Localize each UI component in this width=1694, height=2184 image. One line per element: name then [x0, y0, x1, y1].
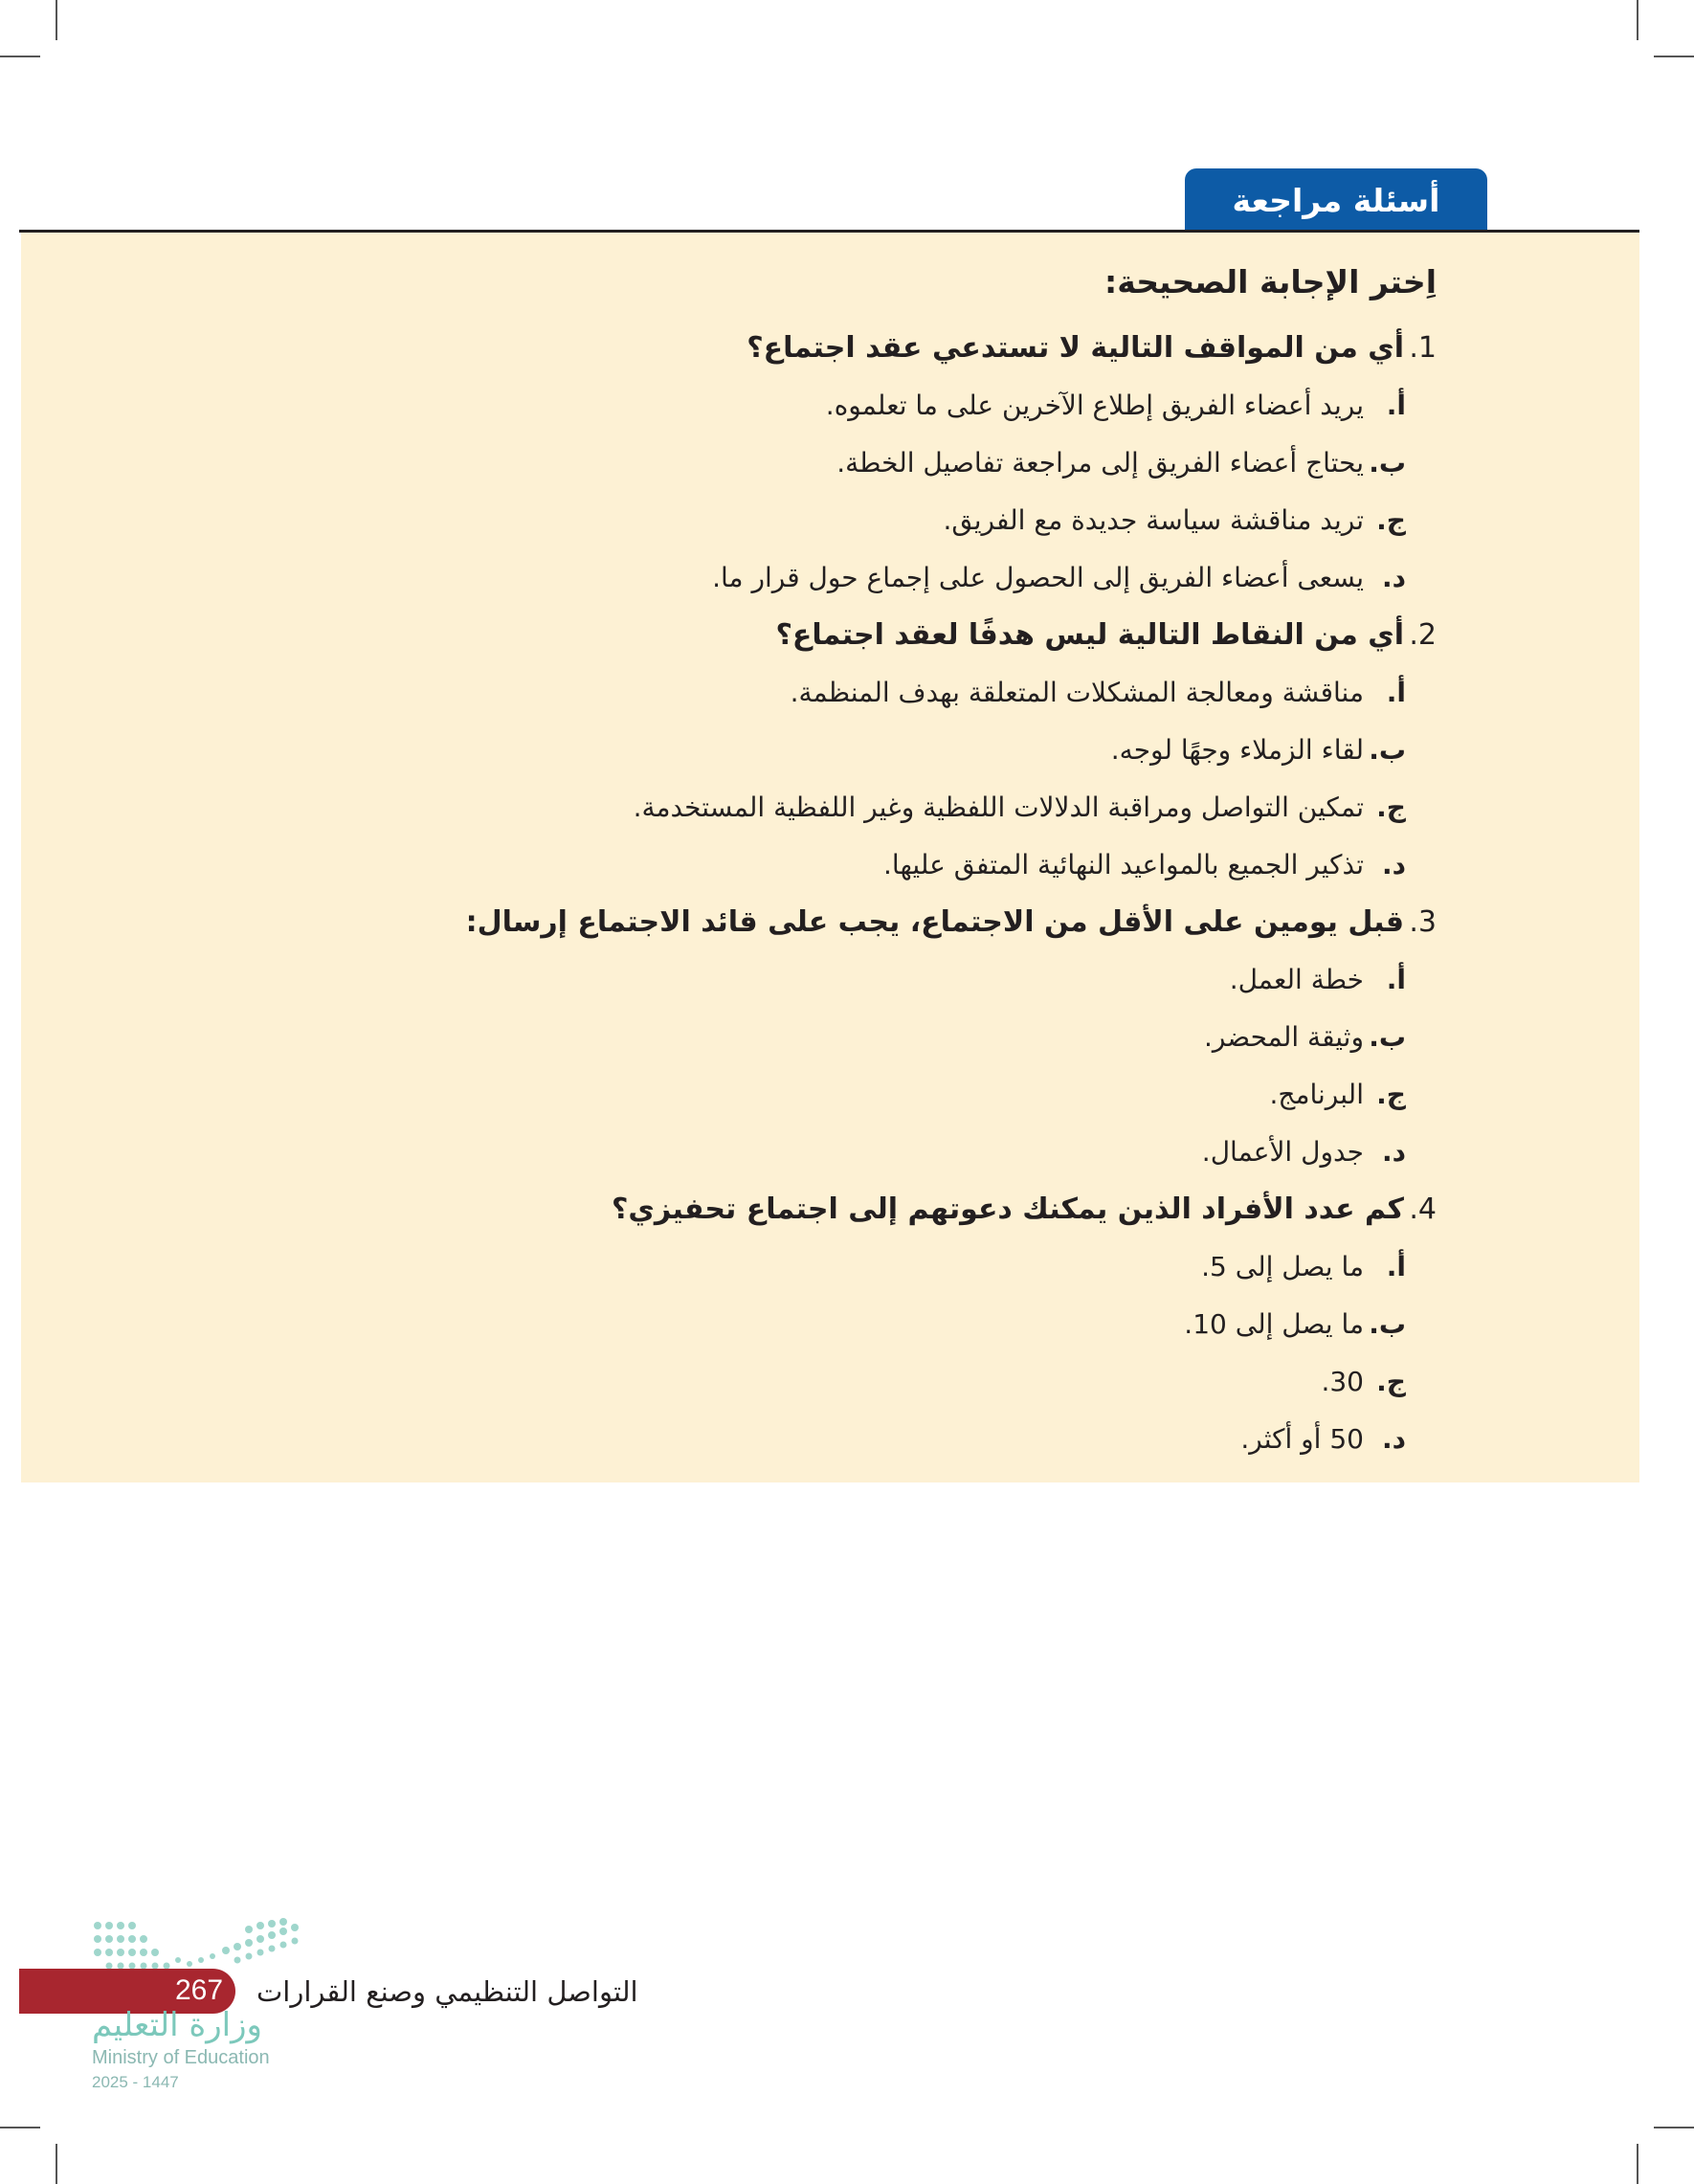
question-2 — [58, 606, 1437, 663]
question-number: 4. — [1409, 1192, 1437, 1226]
option-text: تريد مناقشة سياسة جديدة مع الفريق. — [943, 503, 1364, 536]
option-letter: د. — [1381, 848, 1406, 880]
question-text: كم عدد الأفراد الذين يمكنك دعوتهم إلى اجتماع تحفيزي؟ — [612, 1192, 1404, 1226]
question-2-option-d[interactable] — [58, 836, 1437, 893]
page-number: 267 — [174, 1974, 224, 2006]
ministry-name-arabic: وزارة التعليم — [92, 2006, 262, 2044]
option-letter: ب. — [1369, 1307, 1406, 1340]
review-questions-panel — [21, 233, 1639, 1482]
crop-mark-bottom-left-h — [0, 2127, 40, 2128]
question-number: 1. — [1409, 330, 1437, 365]
option-letter: ج. — [1376, 791, 1406, 823]
option-letter: د. — [1381, 1135, 1406, 1168]
crop-mark-top-left-v — [56, 0, 57, 40]
ministry-name-english: Ministry of Education — [92, 2047, 270, 2068]
review-questions-body — [58, 261, 1437, 1467]
question-4-option-c[interactable] — [58, 1352, 1437, 1410]
option-letter: ب. — [1369, 1020, 1406, 1053]
question-text: أي من المواقف التالية لا تستدعي عقد اجتماع؟ — [747, 330, 1404, 365]
option-text: يحتاج أعضاء الفريق إلى مراجعة تفاصيل الخطة. — [836, 446, 1364, 479]
question-1-option-a[interactable] — [58, 376, 1437, 434]
option-letter: أ. — [1386, 389, 1406, 421]
option-text: خطة العمل. — [1229, 963, 1364, 995]
section-title: أسئلة مراجعة — [1232, 181, 1440, 219]
question-number: 2. — [1409, 617, 1437, 652]
option-letter: د. — [1381, 561, 1406, 593]
question-1-option-d[interactable] — [58, 548, 1437, 606]
crop-mark-bottom-right-v — [1637, 2144, 1638, 2184]
book-title: التواصل التنظيمي وصنع القرارات — [256, 1975, 638, 2008]
crop-mark-top-right-v — [1637, 0, 1638, 40]
question-1-option-b[interactable] — [58, 434, 1437, 491]
question-number: 3. — [1409, 904, 1437, 939]
question-1 — [58, 319, 1437, 376]
option-letter: ج. — [1376, 1078, 1406, 1110]
option-letter: ج. — [1376, 503, 1406, 536]
question-3-option-c[interactable] — [58, 1065, 1437, 1123]
option-text: ما يصل إلى 5. — [1201, 1250, 1364, 1282]
section-title-tab — [1185, 168, 1487, 232]
question-text: أي من النقاط التالية ليس هدفًا لعقد اجتماع؟ — [775, 617, 1404, 652]
crop-mark-bottom-right-h — [1654, 2127, 1694, 2128]
option-letter: ج. — [1376, 1365, 1406, 1397]
question-3-option-b[interactable] — [58, 1008, 1437, 1065]
option-text: جدول الأعمال. — [1201, 1135, 1364, 1168]
option-text: لقاء الزملاء وجهًا لوجه. — [1110, 733, 1364, 766]
option-text: 50 أو أكثر. — [1240, 1422, 1364, 1455]
option-text: ما يصل إلى 10. — [1184, 1307, 1364, 1340]
option-text: مناقشة ومعالجة المشكلات المتعلقة بهدف المنظمة. — [790, 676, 1364, 708]
option-text: 30. — [1321, 1365, 1364, 1397]
crop-mark-bottom-left-v — [56, 2144, 57, 2184]
question-4-option-d[interactable] — [58, 1410, 1437, 1467]
option-text: يريد أعضاء الفريق إطلاع الآخرين على ما تعلموه. — [825, 389, 1364, 421]
option-text: وثيقة المحضر. — [1203, 1020, 1364, 1053]
option-letter: أ. — [1386, 1250, 1406, 1282]
question-2-option-b[interactable] — [58, 721, 1437, 778]
edition-year: 2025 - 1447 — [92, 2073, 179, 2091]
question-3-option-d[interactable] — [58, 1123, 1437, 1180]
question-3-option-a[interactable] — [58, 950, 1437, 1008]
option-letter: د. — [1381, 1422, 1406, 1455]
question-4-option-a[interactable] — [58, 1237, 1437, 1295]
question-1-option-c[interactable] — [58, 491, 1437, 548]
question-2-option-c[interactable] — [58, 778, 1437, 836]
option-text: يسعى أعضاء الفريق إلى الحصول على إجماع حول قرار ما. — [712, 561, 1364, 593]
option-text: تذكير الجميع بالمواعيد النهائية المتفق عليها. — [883, 848, 1364, 880]
option-letter: أ. — [1386, 676, 1406, 708]
instruction-text: اِختر الإجابة الصحيحة: — [1104, 263, 1437, 301]
question-4-option-b[interactable] — [58, 1295, 1437, 1352]
question-4 — [58, 1180, 1437, 1237]
option-letter: ب. — [1369, 446, 1406, 479]
option-text: البرنامج. — [1269, 1078, 1364, 1110]
question-2-option-a[interactable] — [58, 663, 1437, 721]
crop-mark-top-left-h — [0, 56, 40, 57]
option-text: تمكين التواصل ومراقبة الدلالات اللفظية وغير اللفظية المستخدمة. — [633, 791, 1364, 823]
question-3 — [58, 893, 1437, 950]
option-letter: أ. — [1386, 963, 1406, 995]
option-letter: ب. — [1369, 733, 1406, 766]
question-text: قبل يومين على الأقل من الاجتماع، يجب على قائد الاجتماع إرسال: — [465, 904, 1404, 939]
crop-mark-top-right-h — [1654, 56, 1694, 57]
